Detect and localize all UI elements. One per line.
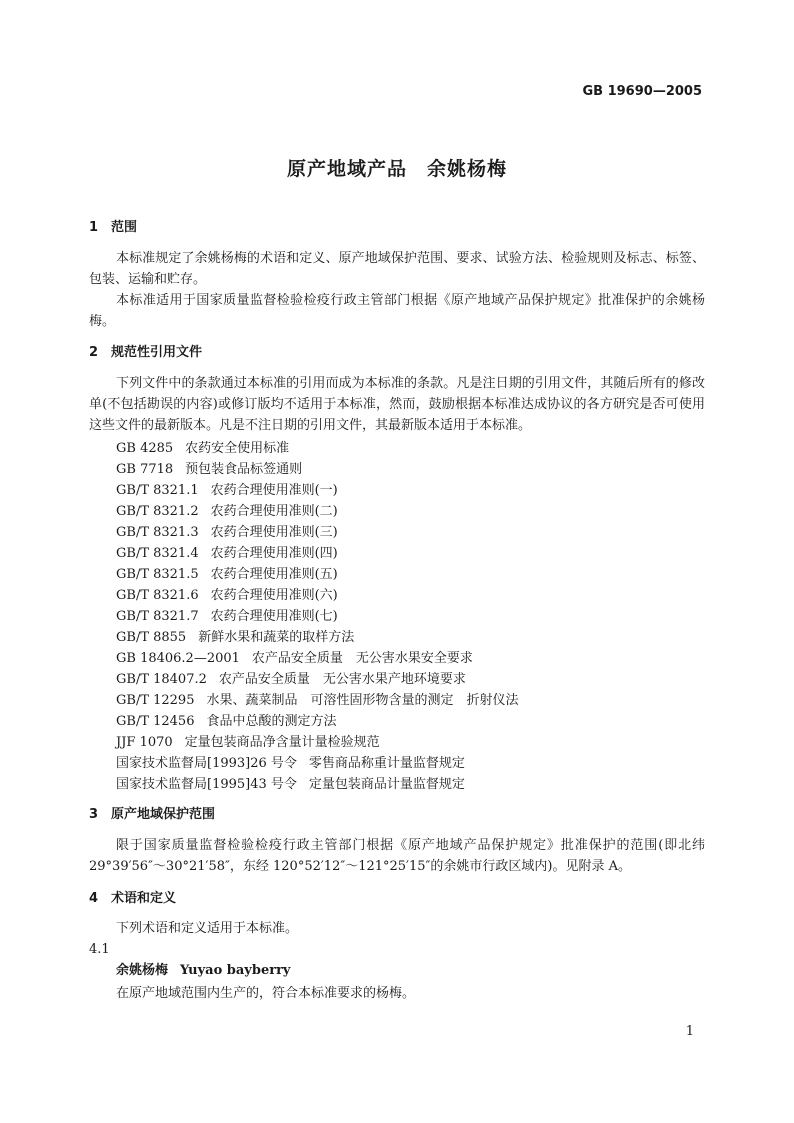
- reference-item: [116, 522, 338, 543]
- reference-code: GB/T 8321.7: [116, 609, 199, 624]
- reference-code: JJF 1070: [116, 735, 173, 750]
- section-2-heading: [89, 342, 705, 363]
- term-definition: 在原产地域范围内生产的，符合本标准要求的杨梅。: [116, 986, 416, 1001]
- reference-title: 水果、蔬菜制品 可溶性固形物含量的测定 折射仪法: [206, 693, 519, 708]
- reference-item: [116, 690, 519, 711]
- reference-item: [116, 501, 338, 522]
- reference-code: 国家技术监督局[1993]26 号令: [116, 756, 297, 771]
- reference-item: [116, 711, 337, 732]
- reference-item: [116, 669, 466, 690]
- section-4-intro: 下列术语和定义适用于本标准。: [116, 921, 299, 936]
- page-number: 1: [685, 1024, 694, 1039]
- reference-title: 定量包装商品计量监督规定: [308, 777, 465, 792]
- section-title: 规范性引用文件: [111, 345, 203, 360]
- reference-title: 定量包装商品净含量计量检验规范: [184, 735, 380, 750]
- reference-code: GB/T 18407.2: [116, 672, 207, 687]
- section-1-paragraph-1: 本标准规定了余姚杨梅的术语和定义、原产地域保护范围、要求、试验方法、检验规则及标志、标签、包装、运输和贮存。: [89, 251, 705, 287]
- reference-code: GB 18406.2—2001: [116, 651, 240, 666]
- reference-code: 国家技术监督局[1995]43 号令: [116, 777, 297, 792]
- section-number: 3: [89, 807, 99, 822]
- standard-code: GB 19690—2005: [582, 84, 702, 99]
- section-2-intro: 下列文件中的条款通过本标准的引用而成为本标准的条款。凡是注日期的引用文件，其随后所有的修改单(不包括勘误的内容)或修订版均不适用于本标准，然而，鼓励根据本标准达成协议的各方研究是否可使用这些文件的最新版本。凡是不注日期的引用文件，其最新版本适用于本标准。: [89, 376, 705, 433]
- reference-title: 农药合理使用准则(七): [210, 609, 338, 624]
- reference-title: 农药合理使用准则(六): [210, 588, 338, 603]
- section-number: 4: [89, 891, 99, 906]
- reference-code: GB/T 8321.2: [116, 504, 199, 519]
- reference-code: GB 7718: [116, 462, 174, 477]
- reference-title: 农产品安全质量 无公害水果产地环境要求: [218, 672, 466, 687]
- reference-code: GB/T 8321.5: [116, 567, 199, 582]
- section-title: 原产地域保护范围: [111, 807, 216, 822]
- reference-title: 新鲜水果和蔬菜的取样方法: [198, 630, 355, 645]
- term-english: Yuyao bayberry: [180, 963, 291, 978]
- reference-title: 农产品安全质量 无公害水果安全要求: [251, 651, 473, 666]
- reference-code: GB/T 8321.3: [116, 525, 199, 540]
- reference-title: 农药合理使用准则(三): [210, 525, 338, 540]
- reference-item: [116, 585, 338, 606]
- reference-item: [116, 606, 338, 627]
- reference-code: GB/T 8855: [116, 630, 187, 645]
- reference-item: [116, 480, 338, 501]
- section-number: 2: [89, 345, 99, 360]
- reference-code: GB/T 8321.1: [116, 483, 199, 498]
- subsection-number: 4.1: [89, 942, 110, 957]
- reference-code: GB/T 8321.6: [116, 588, 199, 603]
- reference-item: [116, 753, 465, 774]
- term-chinese: 余姚杨梅: [116, 963, 169, 978]
- section-title: 术语和定义: [111, 891, 177, 906]
- reference-item: [116, 543, 338, 564]
- reference-item: [116, 459, 302, 480]
- reference-title: 零售商品称重计量监督规定: [308, 756, 465, 771]
- reference-item: [116, 732, 380, 753]
- reference-code: GB/T 8321.4: [116, 546, 199, 561]
- reference-title: 农药安全使用标准: [185, 441, 290, 456]
- reference-item: [116, 648, 473, 669]
- section-title: 范围: [111, 220, 138, 235]
- section-3-heading: [89, 804, 705, 825]
- reference-item: [116, 627, 354, 648]
- reference-code: GB/T 12456: [116, 714, 195, 729]
- section-1-paragraph-2: 本标准适用于国家质量监督检验检疫行政主管部门根据《原产地域产品保护规定》批准保护的余姚杨梅。: [89, 293, 705, 329]
- reference-title: 农药合理使用准则(二): [210, 504, 338, 519]
- reference-item: [116, 564, 338, 585]
- reference-title: 预包装食品标签通则: [185, 462, 303, 477]
- reference-title: 农药合理使用准则(四): [210, 546, 338, 561]
- section-number: 1: [89, 220, 99, 235]
- section-3-paragraph: 限于国家质量监督检验检疫行政主管部门根据《原产地域产品保护规定》批准保护的范围(即北纬29°39′56″～30°21′58″，东经 120°52′12″～121°25′15″的余姚市行政区域内)。见附录 A。: [89, 838, 705, 874]
- reference-title: 农药合理使用准则(五): [210, 567, 338, 582]
- document-title: 原产地域产品 余姚杨梅: [286, 158, 507, 180]
- reference-code: GB/T 12295: [116, 693, 195, 708]
- section-1-heading: [89, 217, 705, 238]
- section-4-heading: [89, 888, 705, 909]
- term-entry: [89, 960, 705, 981]
- reference-item: [116, 438, 289, 459]
- reference-code: GB 4285: [116, 441, 174, 456]
- reference-title: 农药合理使用准则(一): [210, 483, 338, 498]
- reference-title: 食品中总酸的测定方法: [206, 714, 337, 729]
- reference-item: [116, 774, 465, 795]
